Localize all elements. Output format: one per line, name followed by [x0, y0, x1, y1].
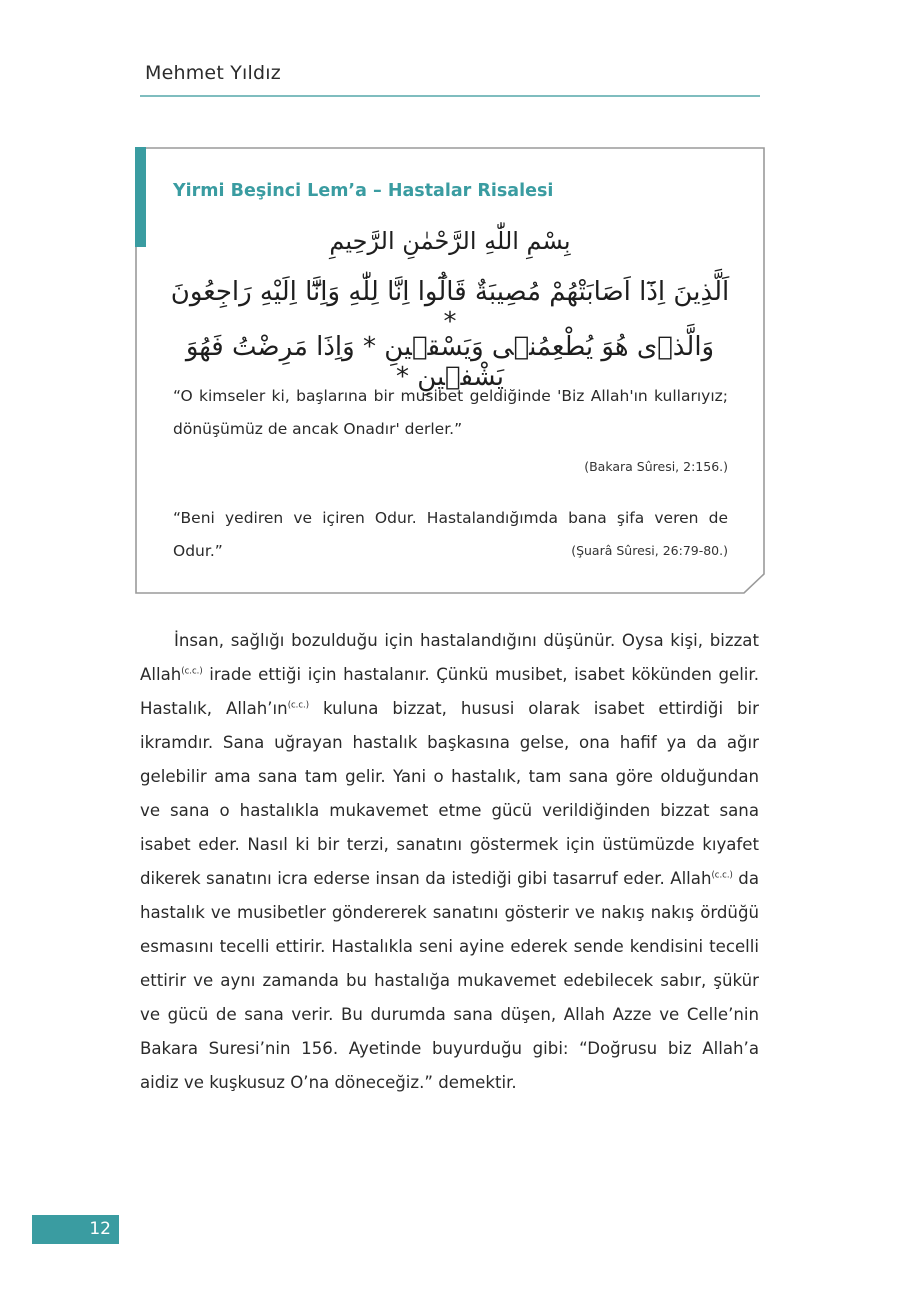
- box-title: Yirmi Beşinci Lem’a – Hastalar Risalesi: [173, 181, 554, 201]
- page-number: 12: [89, 1219, 111, 1239]
- source-citation-2: (Şuarâ Sûresi, 26:79-80.): [571, 543, 728, 558]
- author-name: Mehmet Yıldız: [145, 62, 281, 84]
- arabic-verse-1: اَلَّذِينَ اِذَٓا اَصَابَتْهُمْ مُصِيبَةٌ قَالُٓوا اِنَّا لِلّٰهِ وَاِنَّٓا اِلَيْهِ رَاجِعُونَ *: [170, 277, 730, 337]
- body-segment: da hastalık ve musibetler göndererek sanatını gösterir ve nakış nakış ördüğü esmasını tecelli ettirir. Hastalıkla seni ayine ederek sende kendisini tecelli ettirir ve aynı zamanda bu hastalığa mukavemet edebilecek sabır, şükür ve gücü de sana verir. Bu durumda sana düşen, Allah Azze ve Celle’nin Bakara Suresi’nin 156. Ayetinde buyurduğu gibi: “Doğrusu biz Allah’a aidiz ve kuşkusuz O’na döneceğiz.” demektir.: [140, 869, 759, 1092]
- quote-box-accent-bar: [135, 147, 146, 247]
- arabic-verse-2: وَالَّذٖى هُوَ يُطْعِمُنٖى وَيَسْقٖينِ * وَاِذَا مَرِضْتُ فَهُوَ يَشْفٖينِ *: [185, 332, 715, 392]
- honorific-superscript: (c.c.): [181, 666, 203, 677]
- honorific-superscript: (c.c.): [287, 700, 310, 711]
- body-segment: İnsan, sağlığı bozulduğu için hastalandığını düşünür. Oysa kişi, bizzat Allah: [140, 631, 759, 684]
- header-rule: [140, 95, 760, 97]
- translation-quote-1: “O kimseler ki, başlarına bir musibet geldiğinde 'Biz Allah'ın kullarıyız; dönüşümüz de ancak Onadır' derler.”: [173, 387, 728, 438]
- quote-box: [135, 147, 765, 594]
- arabic-basmala: بِسْمِ اللّٰهِ الرَّحْمٰنِ الرَّحِيمِ: [329, 227, 571, 255]
- body-segment: kuluna bizzat, hususi olarak isabet ettirdiği bir ikramdır. Sana uğrayan hastalık başkasına gelse, ona hafif ya da ağır gelebilir ama sana tam gelir. Yani o hastalık, tam sana göre olduğundan ve sana o hastalıkla mukavemet etme gücü verildiğinden bizzat sana isabet eder. Nasıl ki bir terzi, sanatını göstermek için üstümüzde kıyafet dikerek sanatını icra ederse insan da istediği gibi tasarruf eder. Allah: [140, 699, 759, 888]
- source-citation-1: (Bakara Sûresi, 2:156.): [584, 459, 728, 474]
- honorific-superscript: (c.c.): [711, 870, 733, 881]
- body-paragraph: [140, 624, 759, 1100]
- page-number-box: [32, 1215, 119, 1244]
- body-segment: irade ettiği için hastalanır. Çünkü musibet, isabet kökünden gelir. Hastalık, Allah’ın: [140, 665, 759, 718]
- body-text: [140, 624, 759, 1100]
- translation-quote-2: “Beni yediren ve içiren Odur. Hastalandığımda bana şifa veren de Odur.”: [173, 509, 728, 560]
